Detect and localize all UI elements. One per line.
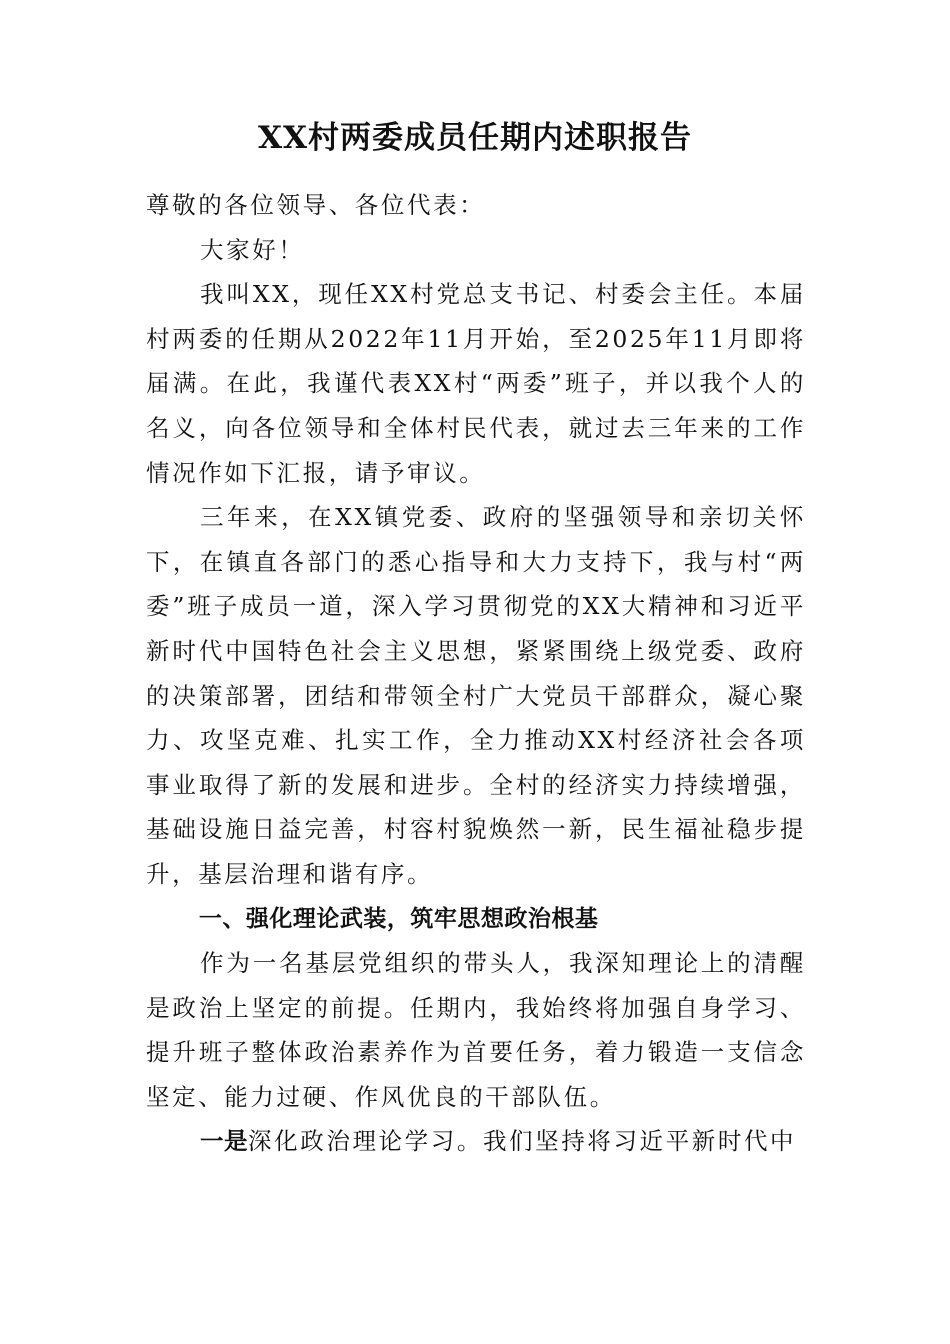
section-heading-1: 一、强化理论武装，筑牢思想政治根基 — [198, 905, 599, 932]
document-body — [146, 183, 806, 1164]
section-1-paragraph: 作为一名基层党组织的带头人，我深知理论上的清醒是政治上坚定的前提。任期内，我始终将加强自身学习、提升班子整体政治素养作为首要任务，着力锻造一支信念坚定、能力过硬、作风优良的干部队伍。 — [146, 949, 806, 1111]
paragraph-intro: 我叫XX，现任XX村党总支书记、村委会主任。本届村两委的任期从2022年11月开始，至2025年11月即将届满。在此，我谨代表XX村“两委”班子，并以我个人的名义，向各位领导和全体村民代表，就过去三年来的工作情况作如下汇报，请予审议。 — [146, 280, 806, 487]
paragraph-overview: 三年来，在XX镇党委、政府的坚强领导和亲切关怀下，在镇直各部门的悉心指导和大力支持下，我与村“两委”班子成员一道，深入学习贯彻党的XX大精神和习近平新时代中国特色社会主义思想，紧紧围绕上级党委、政府的决策部署，团结和带领全村广大党员干部群众，凝心聚力、攻坚克难、扎实工作，全力推动XX村经济社会各项事业取得了新的发展和进步。全村的经济实力持续增强，基础设施日益完善，村容村貌焕然一新，民生福祉稳步提升，基层治理和谐有序。 — [146, 503, 806, 888]
greeting: 大家好！ — [200, 235, 305, 264]
document-title: XX村两委成员任期内述职报告 — [257, 120, 693, 156]
salutation: 尊敬的各位领导、各位代表： — [146, 191, 486, 219]
list-item-1-lead: 一是 — [200, 1127, 249, 1156]
list-item-1 — [146, 1119, 806, 1164]
list-item-1-text: 深化政治理论学习。我们坚持将习近平新时代中 — [248, 1127, 797, 1156]
